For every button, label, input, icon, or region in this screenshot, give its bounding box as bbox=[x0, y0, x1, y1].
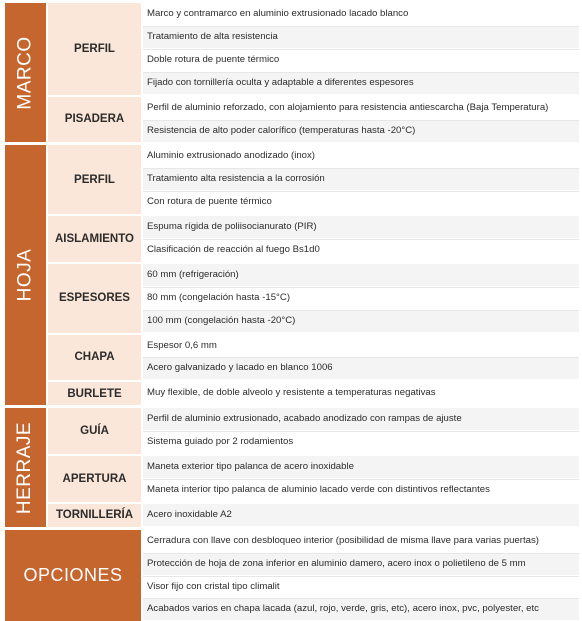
section-opciones bbox=[5, 530, 579, 621]
row-divider bbox=[143, 168, 579, 169]
spec-item: Espesor 0,6 mm bbox=[147, 339, 217, 351]
section-marco bbox=[5, 3, 579, 142]
row-divider bbox=[143, 357, 579, 358]
spec-item: Fijado con tornillería oculta y adaptable a diferentes espesores bbox=[143, 72, 579, 94]
spec-item: Acero galvanizado y lacado en blanco 1006 bbox=[143, 357, 579, 379]
subsection-label: APERTURA bbox=[48, 456, 141, 502]
spec-item: Maneta exterior tipo palanca de acero inoxidable bbox=[143, 456, 579, 478]
subsection-label: GUÍA bbox=[48, 408, 141, 454]
spec-item: Muy flexible, de doble alveolo y resistente a temperaturas negativas bbox=[147, 387, 436, 399]
section-label bbox=[5, 3, 46, 142]
row-divider bbox=[143, 49, 579, 50]
row-divider bbox=[143, 239, 579, 240]
section-label bbox=[5, 530, 141, 621]
section-label-text: MARCO bbox=[14, 36, 36, 110]
spec-item: Perfil de aluminio reforzado, con alojamiento para resistencia antiescarcha (Baja Temperatura) bbox=[147, 101, 549, 113]
spec-item: Cerradura con llave con desbloqueo interior (posibilidad de misma llave para varias puertas) bbox=[147, 534, 539, 546]
section-hoja bbox=[5, 145, 579, 405]
spec-item: Con rotura de puente térmico bbox=[147, 196, 272, 208]
row-divider bbox=[143, 26, 579, 27]
subsection-label: ESPESORES bbox=[48, 264, 141, 333]
subsection-label: AISLAMIENTO bbox=[48, 216, 141, 262]
subsection-label: PISADERA bbox=[48, 97, 141, 143]
spec-item: Tratamiento alta resistencia a la corrosión bbox=[143, 168, 579, 190]
subsection-label: PERFIL bbox=[48, 3, 141, 95]
row-divider bbox=[143, 576, 579, 577]
spec-item: Clasificación de reacción al fuego Bs1d0 bbox=[147, 243, 320, 255]
spec-item: Protección de hoja de zona inferior en aluminio damero, acero inox o polietileno de 5 mm bbox=[143, 553, 579, 575]
spec-item: Acabados varios en chapa lacada (azul, rojo, verde, gris, etc), acero inox, pvc, polyester, etc bbox=[143, 598, 579, 620]
subsection-label: TORNILLERÍA bbox=[48, 504, 141, 527]
section-label bbox=[5, 145, 46, 405]
subsection-label: CHAPA bbox=[48, 335, 141, 381]
spec-item: Maneta interior tipo palanca de aluminio lacado verde con distintivos reflectantes bbox=[147, 483, 490, 495]
spec-item: Doble rotura de puente térmico bbox=[147, 53, 280, 65]
spec-item: Tratamiento de alta resistencia bbox=[143, 26, 579, 48]
row-divider bbox=[143, 598, 579, 599]
spec-item: Acero inoxidable A2 bbox=[143, 504, 579, 526]
spec-item: Sistema guiado por 2 rodamientos bbox=[147, 436, 294, 448]
row-divider bbox=[143, 191, 579, 192]
row-divider bbox=[143, 310, 579, 311]
row-divider bbox=[143, 553, 579, 554]
subsection-label: BURLETE bbox=[48, 382, 141, 405]
row-divider bbox=[143, 479, 579, 480]
row-divider bbox=[143, 72, 579, 73]
section-label-text: OPCIONES bbox=[23, 565, 123, 586]
spec-item: 100 mm (congelación hasta -20°C) bbox=[143, 310, 579, 332]
section-label-text: HERRAJE bbox=[14, 421, 36, 514]
row-divider bbox=[143, 431, 579, 432]
section-label-text: HOJA bbox=[14, 248, 36, 302]
spec-item: Perfil de aluminio extrusionado, acabado anodizado con rampas de ajuste bbox=[143, 408, 579, 430]
section-label bbox=[5, 408, 46, 527]
row-divider bbox=[143, 287, 579, 288]
spec-item: Marco y contramarco en aluminio extrusionado lacado blanco bbox=[147, 8, 409, 19]
spec-item: Resistencia de alto poder calorífico (temperaturas hasta -20°C) bbox=[143, 120, 579, 142]
spec-item: Aluminio extrusionado anodizado (inox) bbox=[147, 150, 315, 162]
subsection-label: PERFIL bbox=[48, 145, 141, 214]
section-herraje bbox=[5, 408, 579, 527]
spec-item: 80 mm (congelación hasta -15°C) bbox=[147, 291, 291, 303]
spec-item: 60 mm (refrigeración) bbox=[143, 264, 579, 286]
spec-item: Espuma rígida de poliisocianurato (PIR) bbox=[143, 216, 579, 238]
spec-item: Visor fijo con cristal tipo climalit bbox=[147, 580, 280, 592]
row-divider bbox=[143, 120, 579, 121]
